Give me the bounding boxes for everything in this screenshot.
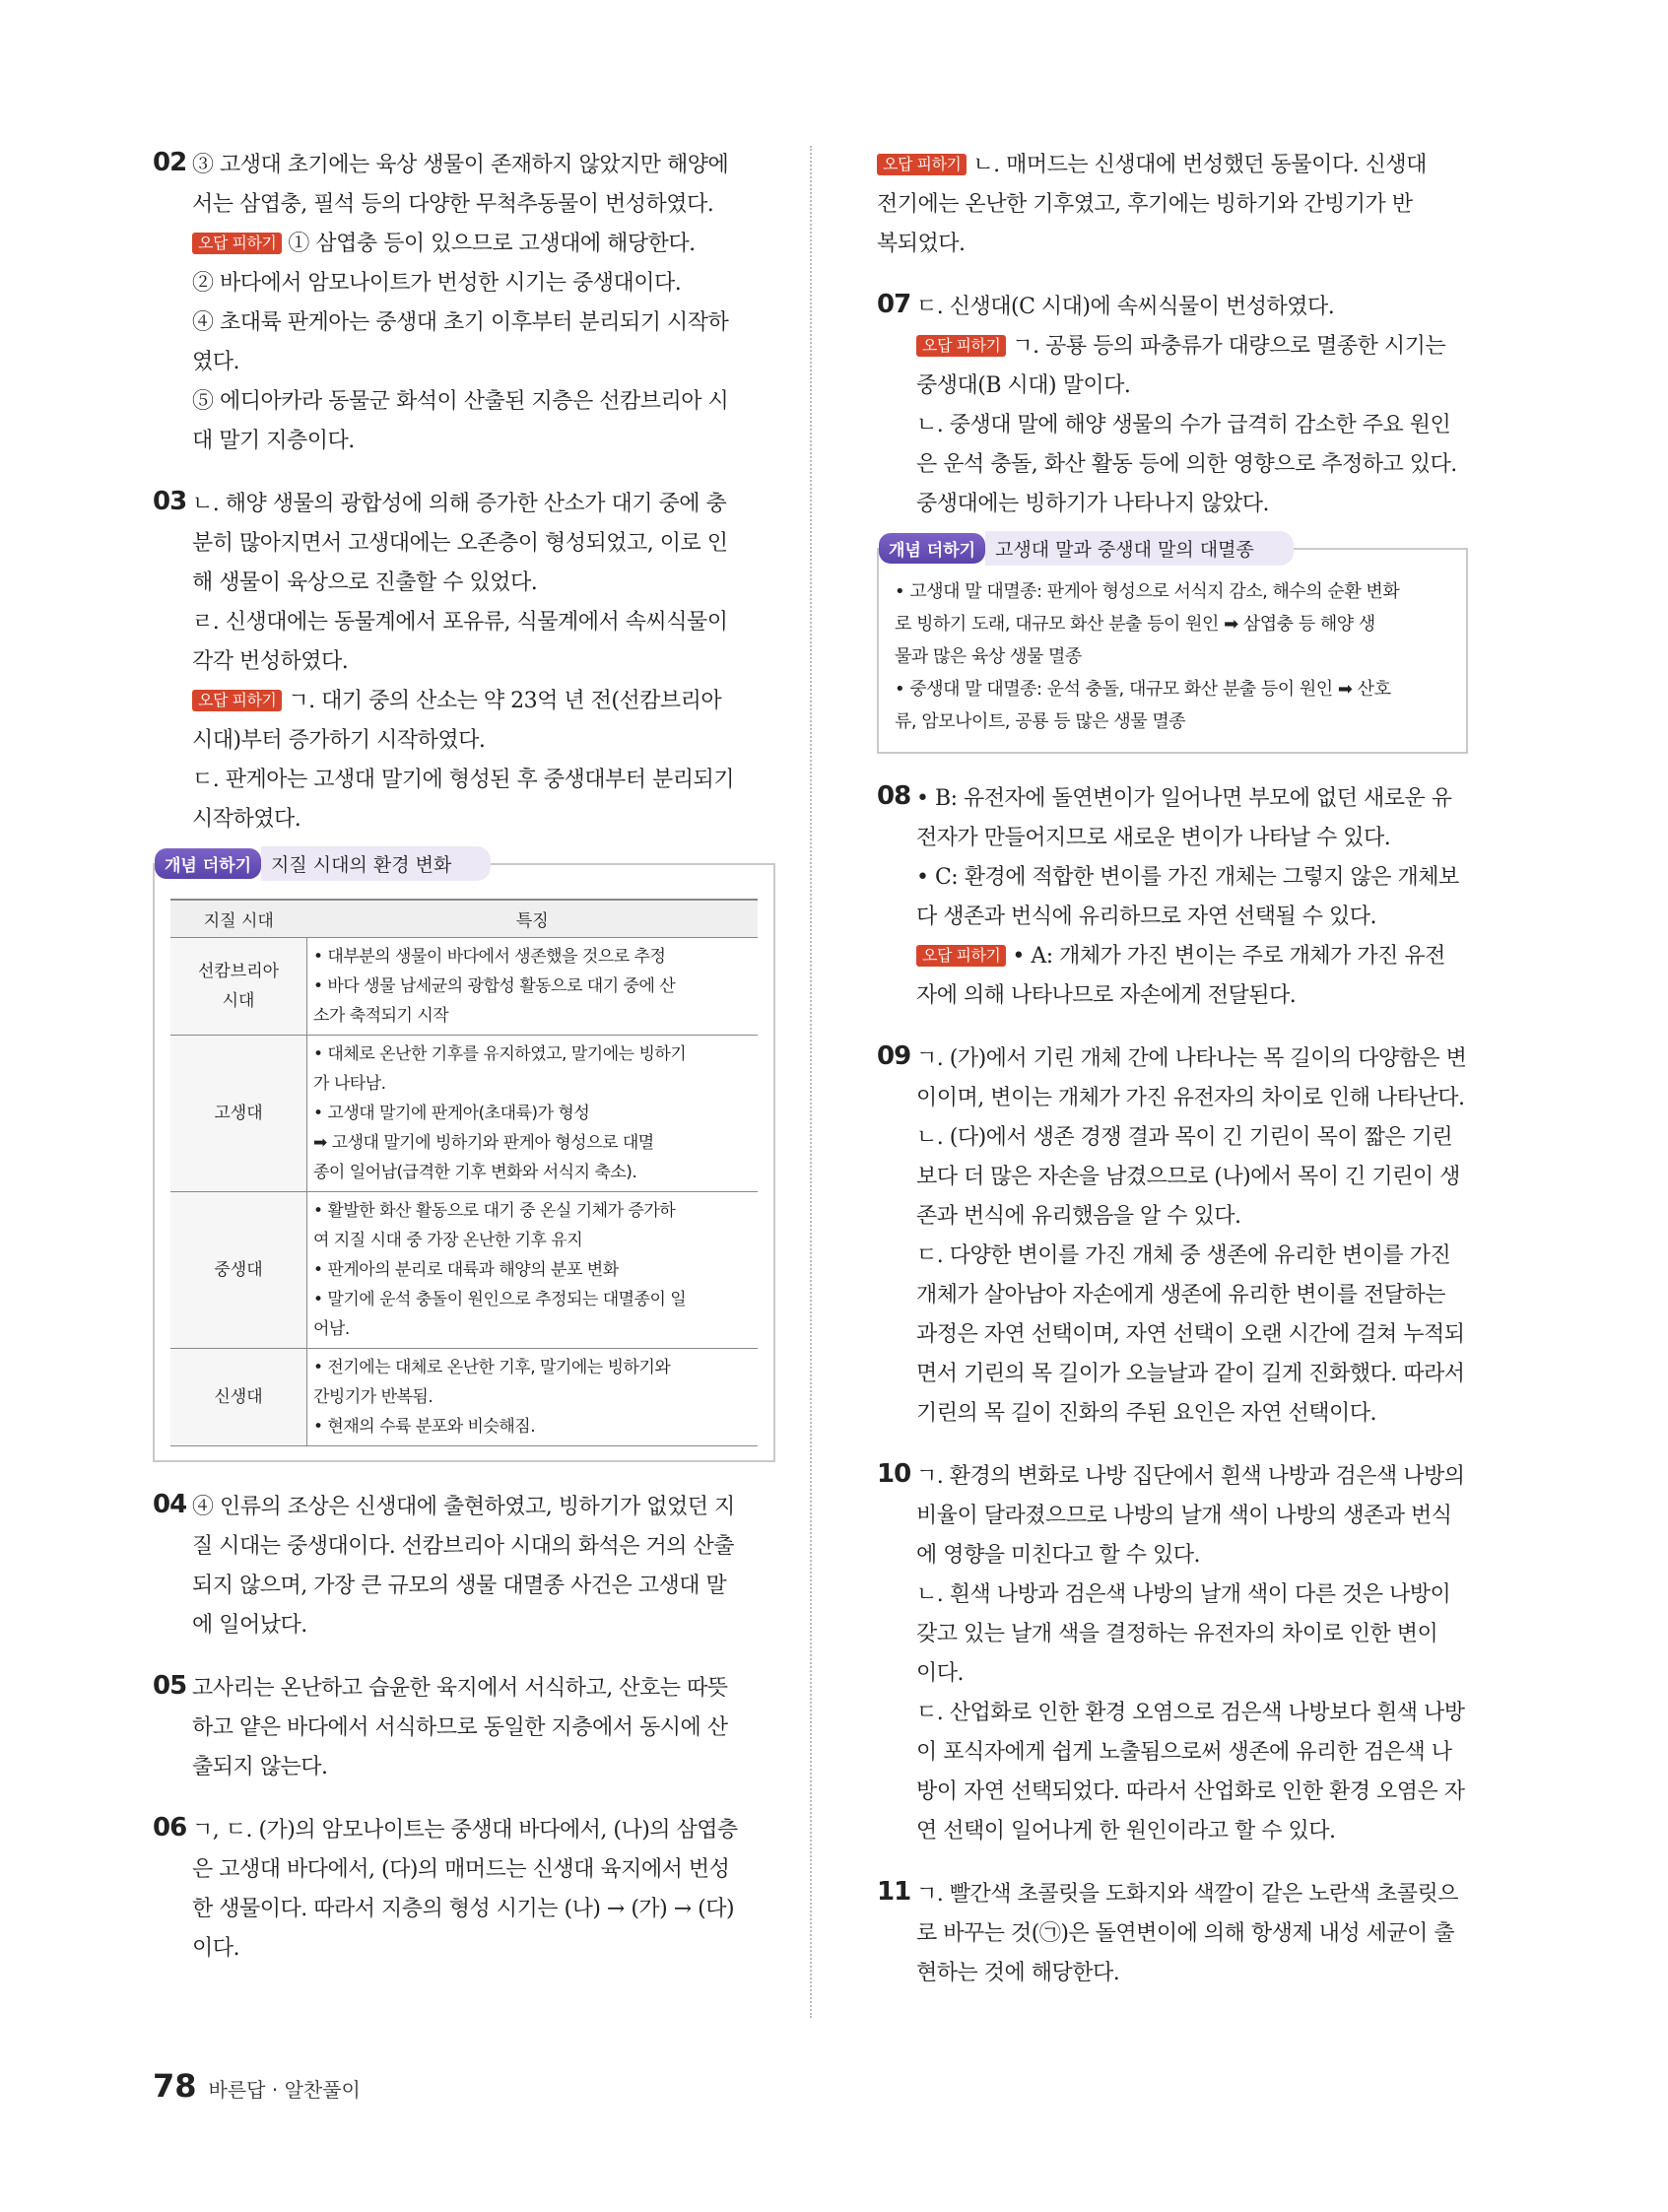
answer-line (192, 303, 775, 343)
era-feature-line: • 고생대 말기에 판게아(초대륙)가 형성 (313, 1104, 590, 1123)
wrong-answer-badge: 오답 피하기 (877, 154, 967, 175)
answer-text: 은 고생대 바다에서, (다)의 매머드는 신생대 육지에서 번성 (192, 1857, 730, 1882)
concept-title: 지질 시대의 환경 변화 (261, 846, 491, 881)
era-name-cell (170, 938, 307, 1036)
answer-line (916, 1812, 1468, 1851)
answer-line (192, 1890, 775, 1929)
era-feature-line: 간빙기가 반복됨. (313, 1387, 434, 1407)
answer-line (916, 1394, 1468, 1434)
answer-line (192, 800, 775, 839)
answer-text: 전자가 만들어지므로 새로운 변이가 나타날 수 있다. (916, 826, 1391, 850)
question-06-continued (877, 146, 1468, 264)
question-03 (153, 485, 775, 839)
answer-text: 로 바꾸는 것(㉠)은 돌연변이에 의해 항생제 내성 세균이 출 (916, 1921, 1455, 1946)
era-table-row (170, 1036, 758, 1192)
answer-text: ④ 인류의 조상은 신생대에 출현하였고, 빙하기가 없었던 지 (192, 1495, 735, 1519)
answer-text: 방이 자연 선택되었다. 따라서 산업화로 인한 환경 오염은 자 (916, 1779, 1465, 1804)
answer-line (916, 1039, 1468, 1079)
answer-line (192, 642, 775, 682)
era-feature-line: 소가 축적되기 시작 (313, 1006, 449, 1026)
answer-text: 이다. (916, 1661, 964, 1686)
answer-text: 에 영향을 미친다고 할 수 있다. (916, 1543, 1200, 1568)
question-number: 11 (877, 1877, 911, 1907)
answer-text: ③ 고생대 초기에는 육상 생물이 존재하지 않았지만 해양에 (192, 153, 729, 177)
answer-text: ㄱ. 대기 중의 산소는 약 23억 년 전(선캄브리아 (288, 689, 722, 713)
page-footer (153, 2067, 361, 2105)
wrong-answer-badge: 오답 피하기 (192, 690, 282, 711)
answer-text: ㄱ, ㄷ. (가)의 암모나이트는 중생대 바다에서, (나)의 삼엽층 (192, 1818, 738, 1843)
answer-line (916, 1197, 1468, 1237)
answer-text: ㄴ. 해양 생물의 광합성에 의해 증가한 산소가 대기 중에 충 (192, 492, 727, 516)
answer-text: 이다. (192, 1936, 239, 1961)
answer-line (877, 225, 1468, 264)
era-feature-line: 종이 일어남(급격한 기후 변화와 서식지 축소). (313, 1163, 637, 1182)
answer-text: 에 일어났다. (192, 1613, 307, 1638)
answer-text: ㄴ. 흰색 나방과 검은색 나방의 날개 색이 다른 것은 나방이 (916, 1582, 1451, 1607)
answer-line (916, 937, 1468, 976)
answer-line (192, 1527, 775, 1567)
answer-text: 다 생존과 번식에 유리하므로 자연 선택될 수 있다. (916, 905, 1376, 929)
answer-text: 이 포식자에게 쉽게 노출됨으로써 생존에 유리한 검은색 나 (916, 1740, 1452, 1765)
era-feature-line: 가 나타남. (313, 1074, 386, 1094)
concept-tag: 개념 더하기 (155, 848, 261, 879)
answer-text: ㄴ. 매머드는 신생대에 번성했던 동물이다. 신생대 (972, 153, 1427, 177)
answer-text: ㄱ. 공룡 등의 파충류가 대량으로 멸종한 시기는 (1012, 334, 1446, 359)
question-08 (877, 779, 1468, 1016)
answer-line (916, 1118, 1468, 1158)
answer-text: 고사리는 온난하고 습윤한 육지에서 서식하고, 산호는 따뜻 (192, 1676, 728, 1701)
answer-line (192, 422, 775, 461)
concept-tag: 개념 더하기 (879, 533, 985, 564)
answer-line (192, 485, 775, 524)
answer-line (877, 185, 1468, 225)
answer-line (192, 1567, 775, 1606)
era-name: 중생대 (214, 1260, 263, 1280)
concept-line: 로 빙하기 도래, 대규모 화산 분출 등이 원인 ➡ 삼엽충 등 해양 생 (895, 614, 1375, 635)
answer-text: 갖고 있는 날개 색을 결정하는 유전자의 차이로 인한 변이 (916, 1622, 1438, 1646)
answer-text: 연 선택이 일어나게 한 원인이라고 할 수 있다. (916, 1819, 1336, 1843)
answer-line (192, 343, 775, 382)
answer-line (916, 1914, 1468, 1954)
answer-line (916, 858, 1468, 898)
answer-text: 전기에는 온난한 기후였고, 후기에는 빙하기와 간빙기가 반 (877, 192, 1413, 217)
era-name: 시대 (222, 991, 255, 1011)
answer-text: 였다. (192, 350, 239, 374)
answer-text: 대 말기 지층이다. (192, 429, 355, 453)
answer-text: 서는 삼엽충, 필석 등의 다양한 무척추동물이 번성하였다. (192, 192, 714, 217)
answer-line (192, 1929, 775, 1969)
footer-label: 바른답 · 알찬풀이 (208, 2078, 361, 2102)
answer-line (916, 1875, 1468, 1914)
answer-line (916, 976, 1468, 1016)
question-number: 02 (153, 148, 187, 177)
answer-line (916, 779, 1468, 819)
answer-line (916, 327, 1468, 367)
question-05 (153, 1669, 775, 1787)
answer-line (916, 1615, 1468, 1654)
answer-line (916, 1694, 1468, 1733)
answer-text: 존과 번식에 유리했음을 알 수 있다. (916, 1204, 1241, 1229)
answer-text: ㄱ. (가)에서 기린 개체 간에 나타나는 목 길이의 다양함은 변 (916, 1046, 1467, 1071)
era-feature-line: 어남. (313, 1319, 350, 1339)
answer-text: 분히 많아지면서 고생대에는 오존층이 형성되었고, 이로 인 (192, 531, 728, 556)
era-table-header: 지질 시대 (170, 900, 307, 938)
wrong-answer-badge: 오답 피하기 (192, 233, 282, 254)
answer-text: • B: 유전자에 돌연변이가 일어나면 부모에 없던 새로운 유 (916, 786, 1452, 811)
answer-line (192, 1606, 775, 1645)
answer-text: 출되지 않는다. (192, 1755, 328, 1779)
answer-text: ㄱ. 빨간색 초콜릿을 도화지와 색깔이 같은 노란색 초콜릿으 (916, 1882, 1458, 1907)
era-feature-line: • 전기에는 대체로 온난한 기후, 말기에는 빙하기와 (313, 1358, 671, 1377)
answer-text: 기린의 목 길이 진화의 주된 요인은 자연 선택이다. (916, 1401, 1376, 1426)
page-number: 78 (153, 2067, 197, 2105)
question-number: 03 (153, 487, 187, 516)
answer-line (192, 146, 775, 185)
answer-text: • C: 환경에 적합한 변이를 가진 개체는 그렇지 않은 개체보 (916, 865, 1459, 890)
era-feature-line: • 활발한 화산 활동으로 대기 중 온실 기체가 증가하 (313, 1201, 676, 1221)
answer-line (916, 1654, 1468, 1694)
answer-text: 보다 더 많은 자손을 남겼으므로 (나)에서 목이 긴 기린이 생 (916, 1165, 1460, 1189)
answer-line (916, 1497, 1468, 1536)
concept-line: 물과 많은 육상 생물 멸종 (895, 646, 1082, 667)
era-feature-line: • 대부분의 생물이 바다에서 생존했을 것으로 추정 (313, 947, 666, 967)
answer-line (192, 1850, 775, 1890)
question-number: 08 (877, 781, 911, 811)
answer-text: ④ 초대륙 판게아는 중생대 초기 이후부터 분리되기 시작하 (192, 310, 729, 335)
answer-line (916, 1954, 1468, 1993)
answer-text: 시대)부터 증가하기 시작하였다. (192, 728, 486, 753)
era-table-row (170, 1349, 758, 1446)
answer-line (916, 1276, 1468, 1315)
answer-line (192, 1669, 775, 1709)
answer-line (916, 288, 1468, 327)
answer-line (916, 406, 1468, 445)
answer-text: ㄹ. 신생대에는 동물계에서 포유류, 식물계에서 속씨식물이 (192, 610, 728, 635)
question-10 (877, 1457, 1468, 1851)
answer-line (916, 1733, 1468, 1773)
answer-text: 시작하였다. (192, 807, 301, 832)
left-column (153, 146, 775, 1992)
era-feature-line: • 판게아의 분리로 대륙과 해양의 분포 변화 (313, 1260, 619, 1280)
right-column (877, 146, 1468, 2017)
answer-text: ② 바다에서 암모나이트가 번성한 시기는 중생대이다. (192, 271, 682, 296)
answer-line (192, 382, 775, 422)
answer-text: 복되었다. (877, 232, 966, 256)
answer-text: 하고 얕은 바다에서 서식하므로 동일한 지층에서 동시에 산 (192, 1715, 728, 1740)
era-name-cell (170, 1036, 307, 1192)
question-04 (153, 1488, 775, 1645)
era-feature-line: • 바다 생물 남세균의 광합성 활동으로 대기 중에 산 (313, 976, 676, 996)
answer-line (916, 898, 1468, 937)
era-name: 선캄브리아 (197, 962, 280, 981)
answer-text: ㄴ. 중생대 말에 해양 생물의 수가 급격히 감소한 주요 원인 (916, 413, 1451, 437)
era-features-cell (307, 1036, 759, 1192)
answer-line (192, 682, 775, 721)
era-name: 고생대 (214, 1104, 263, 1123)
answer-line (916, 445, 1468, 485)
concept-box-header (879, 530, 1496, 566)
answer-text: ① 삼엽충 등이 있으므로 고생대에 해당한다. (288, 232, 696, 256)
answer-line (192, 225, 775, 264)
answer-line (192, 1748, 775, 1787)
era-feature-line: • 말기에 운석 충돌이 원인으로 추정되는 대멸종이 일 (313, 1290, 687, 1309)
answer-text: ⑤ 에디아카라 동물군 화석이 산출된 지층은 선캄브리아 시 (192, 389, 729, 414)
question-09 (877, 1039, 1468, 1434)
question-number: 10 (877, 1459, 911, 1489)
question-number: 05 (153, 1671, 187, 1701)
concept-line: • 중생대 말 대멸종: 운석 충돌, 대규모 화산 분출 등이 원인 ➡ 산호 (895, 679, 1391, 700)
answer-line (916, 1536, 1468, 1575)
era-feature-line: • 현재의 수륙 분포와 비슷해짐. (313, 1417, 536, 1437)
concept-box-mass-extinction (877, 538, 1468, 754)
answer-text: ㄷ. 다양한 변이를 가진 개체 중 생존에 유리한 변이를 가진 (916, 1243, 1451, 1268)
answer-text: 질 시대는 중생대이다. 선캄브리아 시대의 화석은 거의 산출 (192, 1534, 734, 1559)
answer-text: 되지 않으며, 가장 큰 규모의 생물 대멸종 사건은 고생대 말 (192, 1574, 727, 1598)
answer-text: 개체가 살아남아 자손에게 생존에 유리한 변이를 전달하는 (916, 1283, 1446, 1307)
answer-line (192, 721, 775, 761)
era-table-row (170, 938, 758, 1036)
concept-title: 고생대 말과 중생대 말의 대멸종 (985, 531, 1294, 566)
era-feature-line: ➡ 고생대 말기에 빙하기와 판게아 형성으로 대멸 (313, 1133, 654, 1153)
answer-text: 과정은 자연 선택이며, 자연 선택이 오랜 시간에 걸쳐 누적되 (916, 1322, 1465, 1347)
answer-text: 비율이 달라졌으므로 나방의 날개 색이 나방의 생존과 번식 (916, 1504, 1452, 1528)
answer-line (916, 1575, 1468, 1615)
concept-line: • 고생대 말 대멸종: 판게아 형성으로 서식지 감소, 해수의 순환 변화 (895, 581, 1400, 602)
answer-line (192, 524, 775, 564)
answer-line (916, 1315, 1468, 1355)
answer-line (916, 1355, 1468, 1394)
answer-text: ㄷ. 판게아는 고생대 말기에 형성된 후 중생대부터 분리되기 (192, 768, 734, 792)
answer-text: 한 생물이다. 따라서 지층의 형성 시기는 (나) → (가) → (다) (192, 1897, 735, 1921)
answer-line (192, 1488, 775, 1527)
answer-line (192, 1811, 775, 1850)
column-divider (810, 146, 812, 2018)
era-table (170, 899, 758, 1446)
answer-line (192, 1709, 775, 1748)
answer-line (916, 1158, 1468, 1197)
answer-text: ㄴ. (다)에서 생존 경쟁 결과 목이 긴 기린이 목이 짧은 기린 (916, 1125, 1453, 1150)
wrong-answer-badge: 오답 피하기 (916, 335, 1006, 357)
question-number: 04 (153, 1490, 187, 1519)
era-features-cell (307, 1192, 759, 1349)
era-feature-line: 여 지질 시대 중 가장 온난한 기후 유지 (313, 1231, 583, 1250)
question-06 (153, 1811, 775, 1969)
answer-text: ㄷ. 신생대(C 시대)에 속씨식물이 번성하였다. (916, 295, 1335, 319)
question-02 (153, 146, 775, 461)
answer-text: 해 생물이 육상으로 진출할 수 있었다. (192, 570, 538, 595)
answer-line (192, 761, 775, 800)
answer-text: ㄷ. 산업화로 인한 환경 오염으로 검은색 나방보다 흰색 나방 (916, 1701, 1465, 1725)
answer-line (916, 1237, 1468, 1276)
wrong-answer-badge: 오답 피하기 (916, 945, 1006, 967)
era-name: 신생대 (214, 1387, 263, 1407)
era-features-cell (307, 938, 759, 1036)
answer-line (192, 564, 775, 603)
era-table-row (170, 1192, 758, 1349)
concept-line: 류, 암모나이트, 공룡 등 많은 생물 멸종 (895, 711, 1186, 732)
answer-text: 현하는 것에 해당한다. (916, 1961, 1120, 1985)
concept-box-era-environment (153, 853, 775, 1462)
answer-line (192, 603, 775, 642)
answer-text: • A: 개체가 가진 변이는 주로 개체가 가진 유전 (1012, 944, 1445, 969)
answer-text: 은 운석 충돌, 화산 활동 등에 의한 영향으로 추정하고 있다. (916, 452, 1457, 477)
answer-text: 중생대(B 시대) 말이다. (916, 373, 1131, 398)
answer-line (916, 1773, 1468, 1812)
answer-text: 각각 번성하였다. (192, 649, 349, 674)
answer-text: ㄱ. 환경의 변화로 나방 집단에서 흰색 나방과 검은색 나방의 (916, 1464, 1465, 1489)
era-name-cell (170, 1349, 307, 1446)
answer-line (916, 819, 1468, 858)
answer-line (916, 485, 1468, 524)
question-number: 06 (153, 1813, 187, 1843)
question-number: 07 (877, 290, 911, 319)
era-table-header: 특징 (307, 900, 759, 938)
answer-line (916, 1457, 1468, 1497)
answer-line (877, 146, 1468, 185)
answer-text: 자에 의해 나타나므로 자손에게 전달된다. (916, 983, 1297, 1008)
era-features-cell (307, 1349, 759, 1446)
question-07 (877, 288, 1468, 524)
answer-line (192, 185, 775, 225)
answer-line (916, 367, 1468, 406)
answer-text: 이이며, 변이는 개체가 가진 유전자의 차이로 인해 나타난다. (916, 1086, 1465, 1110)
era-feature-line: • 대체로 온난한 기후를 유지하였고, 말기에는 빙하기 (313, 1044, 687, 1064)
concept-box-header (155, 845, 803, 881)
answer-text: 중생대에는 빙하기가 나타나지 않았다. (916, 492, 1270, 516)
answer-line (916, 1079, 1468, 1118)
era-name-cell (170, 1192, 307, 1349)
question-number: 09 (877, 1041, 911, 1071)
answer-text: 면서 기린의 목 길이가 오늘날과 같이 길게 진화했다. 따라서 (916, 1362, 1465, 1386)
question-11 (877, 1875, 1468, 1993)
answer-line (192, 264, 775, 303)
